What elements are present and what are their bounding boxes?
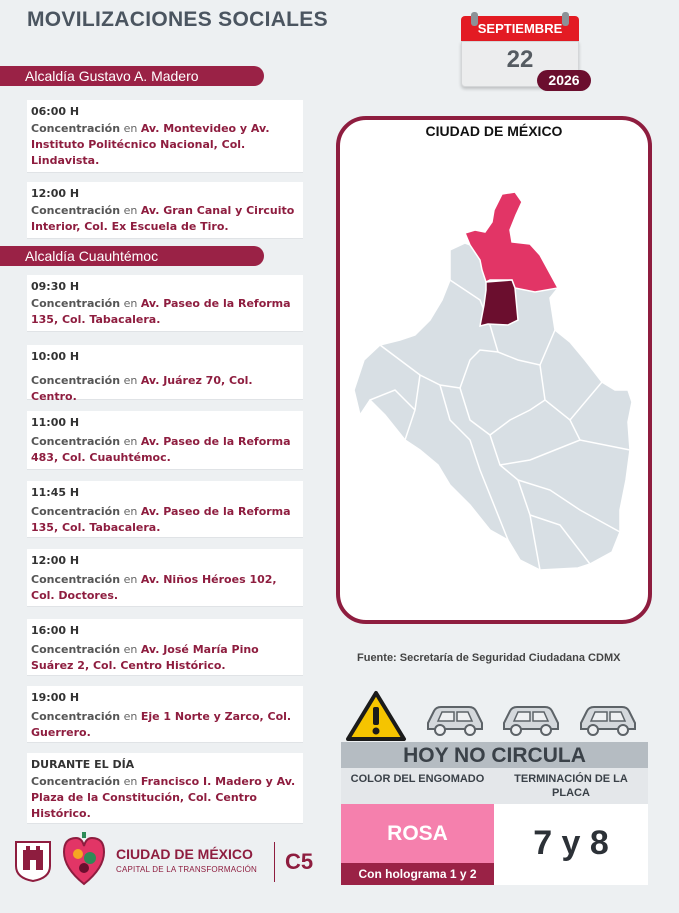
event-card [27, 481, 303, 537]
event-description: Concentración en Av. José María Pino Suárez 2, Col. Centro Histórico. [31, 643, 259, 672]
column-header-color: COLOR DEL ENGOMADO [341, 768, 494, 804]
event-description: Concentración en Eje 1 Norte y Zarco, Col. Guerrero. [31, 710, 292, 739]
event-description: Concentración en Francisco I. Madero y Av. Plaza de la Constitución, Col. Centro Histórico. [31, 775, 296, 820]
event-card [27, 619, 303, 675]
event-time: 10:00 H [31, 350, 80, 363]
calendar-year: 2026 [537, 70, 591, 91]
cdmx-map-svg [340, 120, 648, 620]
event-time: 11:45 H [31, 486, 80, 499]
event-time: 19:00 H [31, 691, 80, 704]
footer-divider [274, 842, 275, 882]
hologram-note: Con holograma 1 y 2 [341, 863, 494, 885]
event-description: Concentración en Av. Gran Canal y Circuito Interior, Col. Ex Escuela de Tiro. [31, 204, 295, 233]
event-time: 11:00 H [31, 416, 80, 429]
cdmx-map [336, 116, 652, 624]
footer-city-name: CIUDAD DE MÉXICO [116, 846, 253, 862]
event-card [27, 275, 303, 331]
event-description: Concentración en Av. Paseo de la Reforma 135, Col. Tabacalera. [31, 505, 291, 534]
calendar-ring-icon [562, 12, 569, 26]
event-description: Concentración en Av. Paseo de la Reforma 135, Col. Tabacalera. [31, 297, 291, 326]
map-title: CIUDAD DE MÉXICO [425, 123, 563, 139]
hoy-no-circula-title: HOY NO CIRCULA [341, 742, 648, 768]
event-card [27, 345, 303, 403]
event-time: 09:30 H [31, 280, 80, 293]
calendar-day: 22 [506, 46, 534, 73]
car-icon [500, 703, 562, 737]
event-description: Concentración en Av. Niños Héroes 102, Col. Doctores. [31, 573, 277, 602]
event-description: Concentración en Av. Montevideo y Av. Instituto Politécnico Nacional, Col. Lindavista. [31, 122, 270, 167]
page-title: MOVILIZACIONES SOCIALES [27, 8, 328, 31]
event-card [27, 686, 303, 742]
event-description: Concentración en Av. Paseo de la Reforma 483, Col. Cuauhtémoc. [31, 435, 291, 464]
event-card [27, 100, 303, 172]
warning-icon [345, 690, 407, 742]
calendar-widget [461, 12, 579, 90]
section-label-gustavo-a-madero: Alcaldía Gustavo A. Madero [0, 66, 264, 86]
event-time: 12:00 H [31, 554, 80, 567]
section-label-cuauhtemoc: Alcaldía Cuauhtémoc [0, 246, 264, 266]
coat-of-arms-icon [14, 840, 52, 882]
footer-tagline: CAPITAL DE LA TRANSFORMACIÓN [116, 865, 258, 874]
car-icon [424, 703, 486, 737]
event-time: 06:00 H [31, 105, 80, 118]
event-card [27, 753, 303, 823]
map-region-cuauhtemoc [480, 280, 518, 326]
event-time: 16:00 H [31, 624, 80, 637]
source-note: Fuente: Secretaría de Seguridad Ciudadana CDMX [357, 652, 621, 664]
plate-endings: 7 y 8 [494, 804, 648, 885]
car-icon [577, 703, 639, 737]
event-card [27, 549, 303, 606]
footer-agency-c5: C5 [285, 849, 314, 874]
event-time: DURANTE EL DÍA [31, 758, 135, 771]
calendar-ring-icon [471, 12, 478, 26]
event-time: 12:00 H [31, 187, 80, 200]
sticker-color: ROSA [341, 804, 494, 863]
event-description: Concentración en Av. Juárez 70, Col. Centro. [31, 374, 253, 403]
column-header-plate: TERMINACIÓN DE LA PLACA [494, 768, 648, 804]
event-card [27, 182, 303, 238]
event-card [27, 411, 303, 469]
cdmx-heart-logo [60, 830, 108, 888]
calendar-month: SEPTIEMBRE [461, 16, 579, 41]
